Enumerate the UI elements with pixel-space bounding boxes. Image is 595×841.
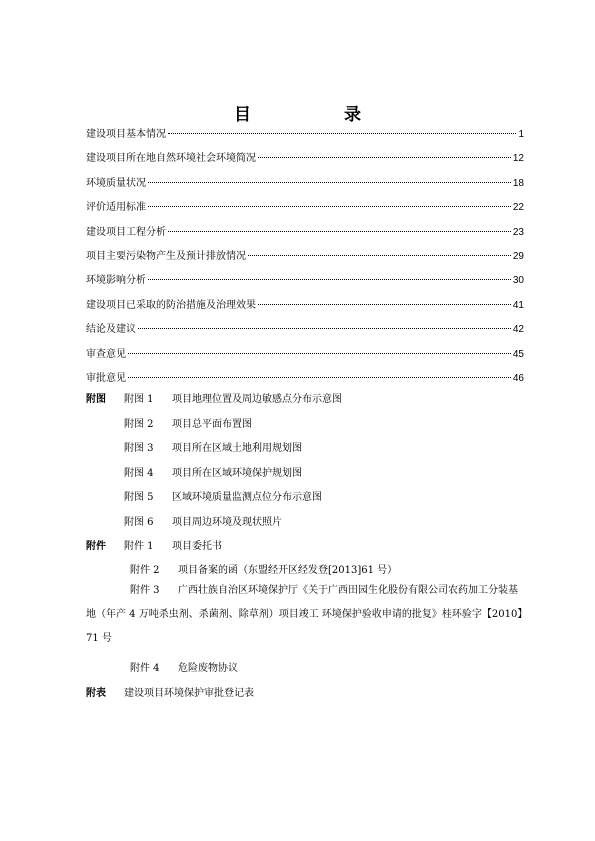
figure-tag: 附图 5 [124, 492, 154, 503]
figure-text: 项目所在区域环境保护规划图 [172, 468, 302, 479]
leader-dots [148, 206, 511, 207]
leader-dots [138, 328, 511, 329]
attachment-tag: 附件 2 [130, 565, 160, 576]
toc-page: 12 [512, 153, 524, 165]
figure-tag: 附图 4 [124, 468, 154, 479]
toc-label: 建设项目所在地自然环境社会环境简况 [86, 153, 256, 165]
leader-dots [128, 377, 511, 378]
toc-entry[interactable] [86, 198, 524, 222]
toc-label: 建设项目基本情况 [86, 129, 166, 140]
figure-item[interactable] [124, 464, 302, 479]
toc-label: 建设项目工程分析 [86, 226, 166, 238]
toc-entry[interactable] [86, 271, 524, 295]
toc-page: 45 [512, 348, 524, 360]
attachment-item[interactable] [86, 579, 526, 651]
attachment-tag: 附件 4 [130, 663, 160, 674]
toc-entry[interactable] [86, 320, 524, 344]
leader-dots [168, 133, 516, 134]
figure-item[interactable] [124, 488, 322, 503]
toc-page: 46 [512, 372, 524, 384]
toc-entry[interactable] [86, 345, 524, 369]
figure-text: 项目所在区域土地利用规划图 [172, 443, 302, 454]
attachments-heading: 附件 [86, 541, 106, 552]
toc-entry[interactable] [86, 223, 524, 247]
figure-text: 项目周边环境及现状照片 [172, 517, 282, 528]
toc-entry[interactable] [86, 174, 524, 198]
toc-page: 1 [518, 129, 524, 140]
toc-page: 18 [512, 177, 524, 189]
toc-page: 23 [512, 226, 524, 238]
toc-label: 项目主要污染物产生及预计排放情况 [86, 250, 246, 262]
figure-tag: 附图 1 [124, 394, 154, 405]
leader-dots [258, 304, 511, 305]
attachment-item[interactable] [130, 561, 397, 576]
figure-text: 项目总平面布置图 [172, 419, 252, 430]
toc-page: 22 [512, 202, 524, 214]
table-section [86, 684, 526, 699]
toc-entry[interactable] [86, 247, 524, 271]
toc-label: 建设项目已采取的防治措施及治理效果 [86, 299, 256, 311]
toc-entry[interactable] [86, 149, 524, 173]
figure-item[interactable] [124, 439, 302, 454]
table-heading: 附表 [86, 688, 106, 699]
attachment-tag: 附件 3 [130, 585, 160, 596]
leader-dots [128, 353, 511, 354]
figure-tag: 附图 6 [124, 517, 154, 528]
leader-dots [148, 279, 511, 280]
attachment-text: 危险废物协议 [178, 663, 238, 674]
attachment-text: 项目委托书 [172, 541, 222, 552]
attachment-tag: 附件 1 [124, 541, 154, 552]
figures-heading: 附图 [86, 394, 106, 405]
toc-page: 42 [512, 324, 524, 336]
toc-label: 结论及建议 [86, 324, 136, 336]
toc-page: 41 [512, 299, 524, 311]
toc-label: 评价适用标准 [86, 202, 146, 214]
toc-entry[interactable] [86, 296, 524, 320]
attachments-section [86, 537, 526, 552]
figure-item[interactable] [124, 415, 252, 430]
leader-dots [168, 231, 511, 232]
page-title: 目 录 [234, 105, 399, 125]
toc-entry[interactable] [86, 125, 524, 149]
attachment-text: 项目备案的函（东盟经开区经发登[2013]61 号） [178, 565, 398, 576]
toc-label: 审批意见 [86, 372, 126, 384]
figure-text: 项目地理位置及周边敏感点分布示意图 [172, 394, 342, 405]
toc-label: 环境影响分析 [86, 275, 146, 287]
attachment-item[interactable] [130, 659, 238, 674]
toc-page: 29 [512, 250, 524, 262]
figure-item[interactable] [124, 513, 282, 528]
figure-text: 区域环境质量监测点位分布示意图 [172, 492, 322, 503]
toc-page: 30 [512, 275, 524, 287]
figure-tag: 附图 2 [124, 419, 154, 430]
toc-label: 环境质量状况 [86, 177, 146, 189]
table-of-contents [86, 125, 524, 393]
table-text[interactable]: 建设项目环境保护审批登记表 [124, 688, 254, 699]
leader-dots [258, 157, 511, 158]
leader-dots [148, 182, 511, 183]
figures-section [86, 390, 526, 405]
leader-dots [248, 255, 511, 256]
figure-tag: 附图 3 [124, 443, 154, 454]
attachment-text: 广西壮族自治区环境保护厅《关于广西田园生化股份有限公司农药加工分装基地（年产 4 万吨杀虫剂、杀菌剂、除草剂）项目竣工 环境保护验收申请的批复》桂环验字【2010】71 号 [86, 585, 523, 644]
toc-label: 审查意见 [86, 348, 126, 360]
